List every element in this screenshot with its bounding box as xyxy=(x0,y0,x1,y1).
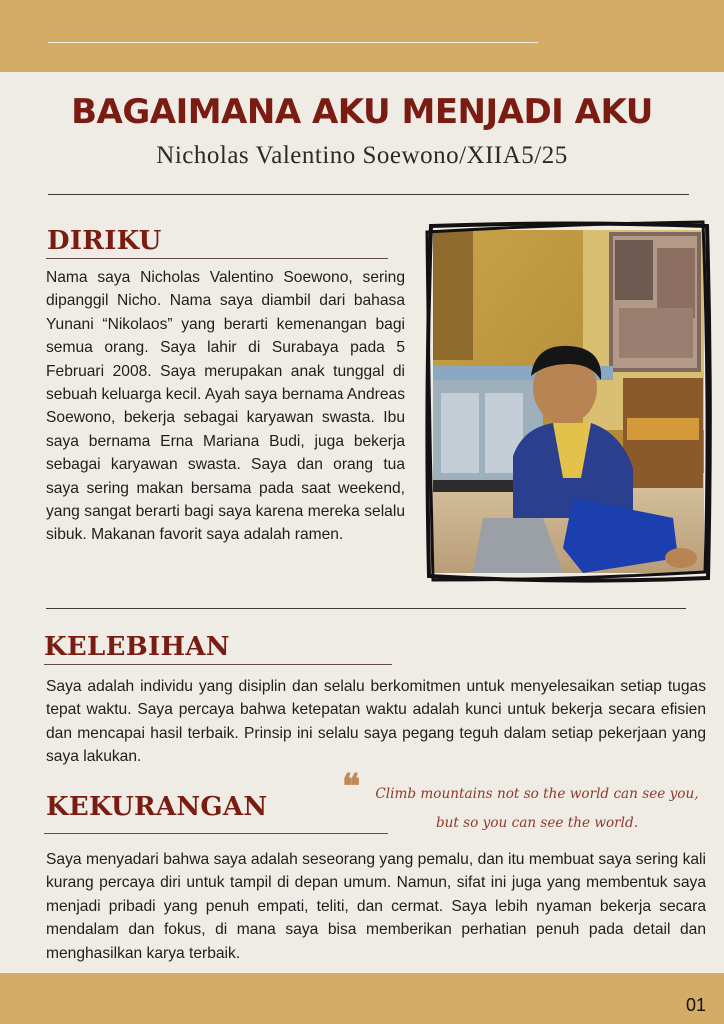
section-heading-kelebihan: KELEBIHAN xyxy=(44,632,230,662)
bottom-banner xyxy=(0,973,724,1024)
section-heading-kekurangan: KEKURANGAN xyxy=(46,792,268,822)
top-banner-line xyxy=(48,42,538,43)
section-body-diriku: Nama saya Nicholas Valentino Soewono, sering dipanggil Nicho. Nama saya diambil dari bahasa Yunani “Nikolaos” yang berarti kemenangan bagi semua orang. Saya lahir di Surabaya pada 5 Februari 2008. Saya merupakan anak tunggal di sebuah keluarga kecil. Ayah saya bernama Andreas Soewono, bekerja sebagai karyawan swasta. Ibu saya bernama Erna Mariana Budi, juga bekerja sebagai karyawan swasta. Saya dan orang tua saya sering makan bersama pada saat weekend, yang sangat berarti bagi saya karena mereka selalu sibuk. Makanan favorit saya adalah ramen. xyxy=(46,269,405,544)
pull-quote: Climb mountains not so the world can see you, but so you can see the world. xyxy=(375,786,699,831)
portrait-photo xyxy=(423,218,712,583)
page-title: BAGAIMANA AKU MENJADI AKU xyxy=(71,92,653,132)
portrait-photo-image xyxy=(423,218,712,583)
section-divider xyxy=(46,608,686,609)
top-banner xyxy=(0,0,724,72)
title-divider xyxy=(48,194,689,195)
section-body-kelebihan: Saya adalah individu yang disiplin dan selalu berkomitmen untuk menyelesaikan setiap tugas tepat waktu. Saya percaya bahwa ketepatan waktu adalah kunci untuk bekerja secara efisien dan mencapai hasil terbaik. Prinsip ini selalu saya pegang teguh dalam setiap pekerjaan yang saya lakukan. xyxy=(46,678,706,766)
section-body-kekurangan: Saya menyadari bahwa saya adalah seseorang yang pemalu, dan itu membuat saya sering kali kurang percaya diri untuk tampil di depan umum. Namun, sifat ini juga yang membentuk saya menjadi pribadi yang penuh empati, teliti, dan cermat. Saya lebih nyaman bekerja secara mendalam dan fokus, di mana saya bisa memberikan perhatian penuh pada detail dan menghasilkan karya terbaik. xyxy=(46,851,706,962)
page-subtitle: Nicholas Valentino Soewono/XIIA5/25 xyxy=(156,142,568,169)
quote-mark-icon: ❝ xyxy=(342,767,361,807)
section-heading-underline xyxy=(46,258,388,259)
page-number: 01 xyxy=(685,995,706,1015)
section-heading-underline xyxy=(44,664,392,665)
section-heading-underline xyxy=(44,833,388,834)
section-heading-diriku: DIRIKU xyxy=(47,226,162,256)
